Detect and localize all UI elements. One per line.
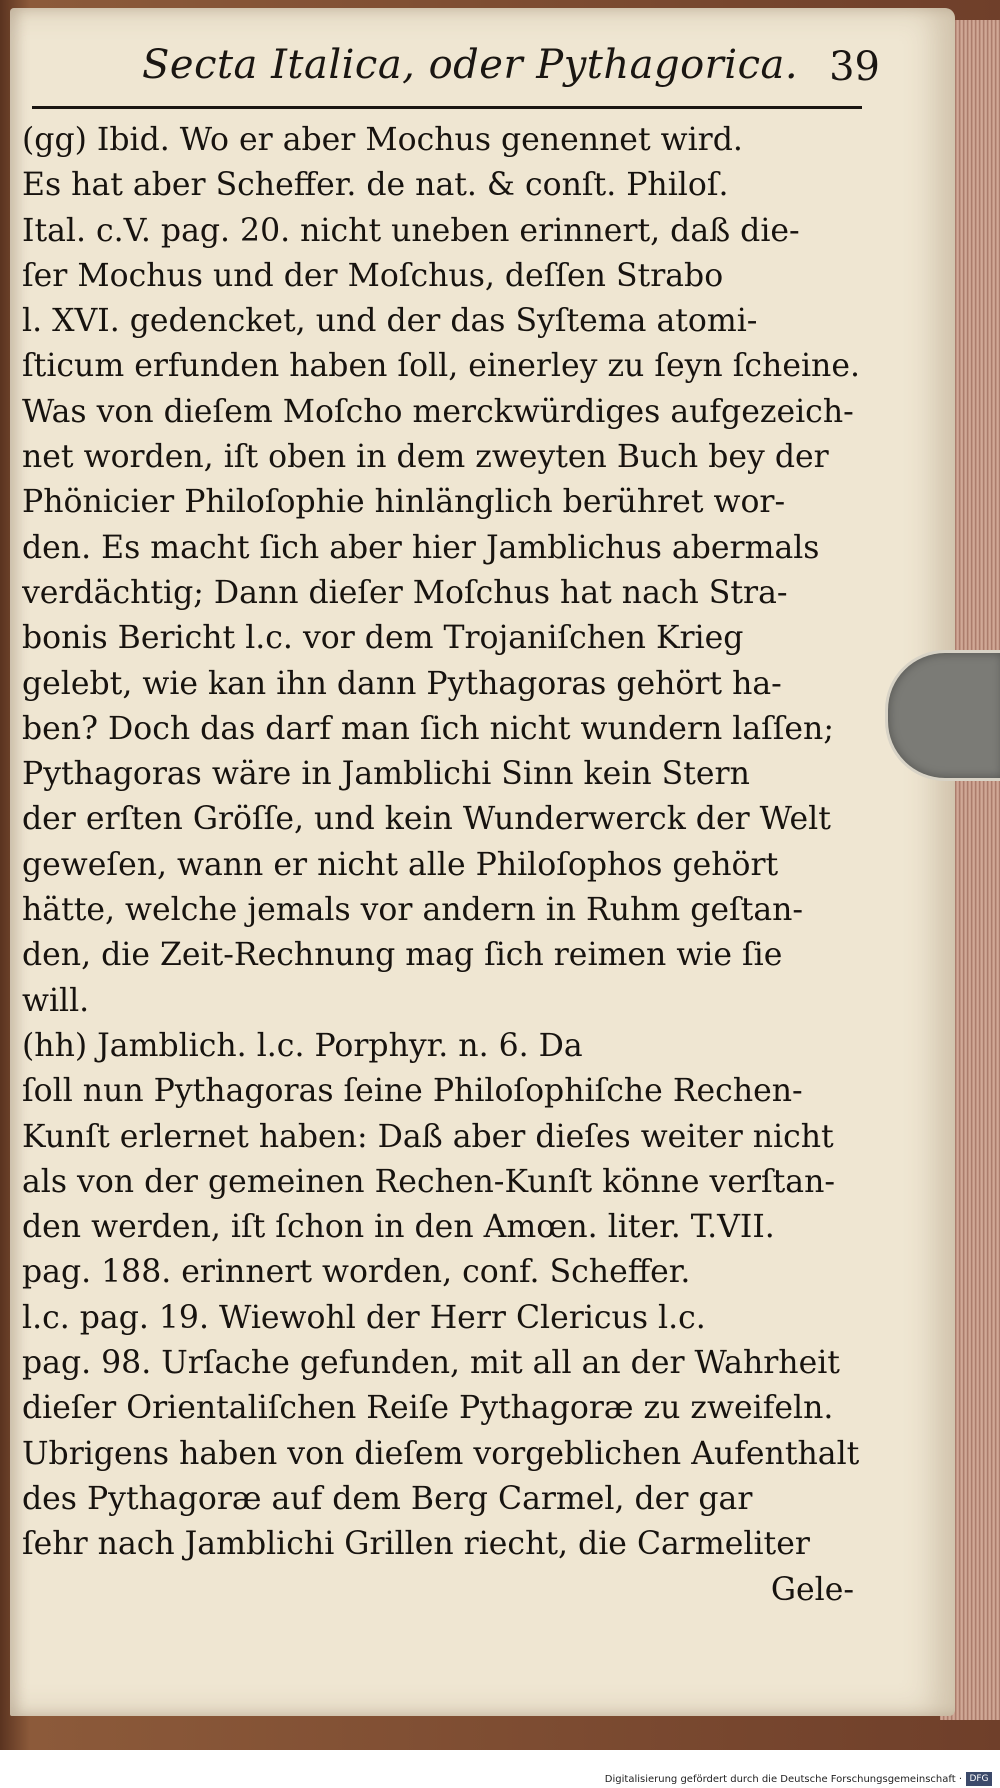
text-line: den, die Zeit-Rechnung mag ſich reimen wie ſie — [22, 937, 783, 974]
text-line: Was von dieſem Moſcho merckwürdiges aufgezeich- — [22, 393, 854, 430]
text-line: als von der gemeinen Rechen-Kunſt könne verſtan- — [22, 1163, 836, 1200]
text-line: des Pythagoræ auf dem Berg Carmel, der gar — [22, 1480, 753, 1517]
text-line: (hh) Jamblich. l.c. Porphyr. n. 6. Da — [22, 1027, 583, 1064]
text-line: ben? Doch das darf man ſich nicht wundern laſſen; — [22, 710, 834, 747]
text-line: ſoll nun Pythagoras ſeine Philoſophiſche Rechen- — [22, 1073, 803, 1110]
running-header — [130, 42, 880, 102]
catchword: Gele- — [770, 1571, 854, 1608]
text-line: l.c. pag. 19. Wiewohl der Herr Clericus l.c. — [22, 1299, 706, 1336]
text-line: net worden, iſt oben in dem zweyten Buch bey der — [22, 439, 829, 476]
text-line: pag. 188. erinnert worden, conf. Scheffer. — [22, 1254, 691, 1291]
text-line: hätte, welche jemals vor andern in Ruhm geſtan- — [22, 892, 804, 929]
header-rule — [32, 106, 862, 109]
running-title: Secta Italica, oder Pythagorica. — [142, 42, 799, 88]
text-line: ſer Mochus und der Moſchus, deſſen Strabo — [22, 257, 724, 294]
text-line: Kunſt erlernet haben: Daß aber dieſes weiter nicht — [22, 1118, 834, 1155]
text-line: bonis Bericht l.c. vor dem Trojaniſchen Krieg — [22, 620, 744, 657]
footnote-text-block — [22, 118, 872, 1613]
text-line: dieſer Orientaliſchen Reiſe Pythagoræ zu zweifeln. — [22, 1390, 834, 1427]
text-line: Ubrigens haben von dieſem vorgeblichen Aufenthalt — [22, 1435, 860, 1472]
text-line: ſehr nach Jamblichi Grillen riecht, die Carmeliter — [22, 1526, 810, 1563]
text-line: Phönicier Philoſophie hinlänglich berühret wor- — [22, 484, 786, 521]
text-line: will. — [22, 982, 90, 1019]
text-line: verdächtig; Dann dieſer Moſchus hat nach Stra- — [22, 574, 788, 611]
text-line: gelebt, wie kan ihn dann Pythagoras gehört ha- — [22, 665, 782, 702]
text-line: Pythagoras wäre in Jamblichi Sinn kein Stern — [22, 756, 750, 793]
text-line: (gg) Ibid. Wo er aber Mochus genennet wird. — [22, 122, 743, 158]
text-line: pag. 98. Urſache gefunden, mit all an der Wahrheit — [22, 1345, 840, 1382]
text-line: der erſten Gröſſe, und kein Wunderwerck der Welt — [22, 801, 831, 838]
page-clip-marker — [885, 650, 1000, 781]
dfg-logo: DFG — [966, 1772, 992, 1786]
text-line: geweſen, wann er nicht alle Philoſophos gehört — [22, 846, 779, 883]
text-line: l. XVI. gedencket, und der das Syſtema atomi- — [22, 303, 758, 340]
text-line: ſticum erfunden haben ſoll, einerley zu ſeyn ſcheine. — [22, 348, 860, 385]
text-line: den werden, iſt ſchon in den Amœn. liter. T.VII. — [22, 1209, 775, 1246]
text-line: Es hat aber Scheffer. de nat. & conſt. Philoſ. — [22, 167, 729, 204]
text-line: den. Es macht ſich aber hier Jamblichus abermals — [22, 529, 820, 566]
page-number: 39 — [829, 44, 880, 90]
digitization-credit: Digitalisierung gefördert durch die Deutsche Forschungsgemeinschaft · — [604, 1774, 962, 1785]
text-line: Ital. c.V. pag. 20. nicht uneben erinnert, daß die- — [22, 212, 800, 249]
